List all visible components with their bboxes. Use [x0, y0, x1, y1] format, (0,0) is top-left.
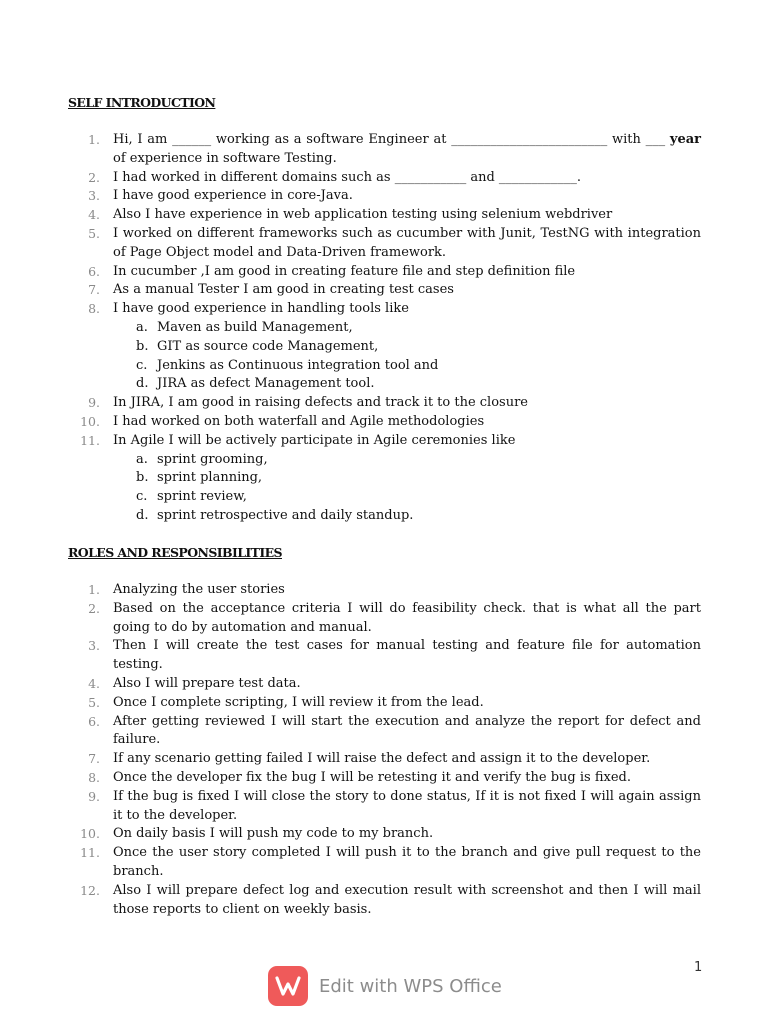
list-item [0, 281, 768, 300]
sub-list-item [113, 507, 701, 526]
wps-logo-icon [268, 966, 308, 1006]
section-heading-self-introduction: SELF INTRODUCTION [68, 95, 216, 110]
list-item-text: In cucumber ,I am good in creating feature file and step definition file [113, 263, 576, 279]
list-item-number: 6. [88, 263, 100, 279]
list-item-text: Analyzing the user stories [113, 582, 285, 597]
list-item [0, 769, 768, 788]
self-introduction-list [0, 131, 768, 526]
list-item-number: 12. [80, 882, 100, 898]
list-item-text-continued: of experience in software Testing. [113, 150, 337, 166]
list-item [0, 131, 768, 169]
sub-list-item-letter: b. [136, 338, 149, 354]
sub-list-item-letter: a. [136, 451, 148, 467]
list-item [0, 169, 768, 188]
sub-list-item-text: sprint grooming, [157, 451, 268, 467]
sub-list-item [113, 319, 701, 338]
list-item-number: 9. [88, 395, 100, 411]
list-item [0, 187, 768, 206]
sub-list-item-text: sprint planning, [157, 470, 263, 486]
sub-list-item [113, 357, 701, 376]
list-item [0, 394, 768, 413]
sub-list-item-text: sprint review, [157, 489, 247, 505]
list-item [0, 844, 768, 882]
list-item [0, 694, 768, 713]
list-item-number: 11. [80, 432, 100, 448]
list-item [0, 263, 768, 282]
sub-list-item [113, 375, 701, 394]
list-item [0, 300, 768, 394]
sub-list-item [113, 469, 701, 488]
sub-list-item-letter: b. [136, 470, 149, 486]
list-item-number: 1. [88, 582, 100, 597]
list-item-number: 7. [88, 751, 100, 767]
sub-list-item-text: sprint retrospective and daily standup. [157, 507, 414, 523]
list-item [0, 788, 768, 826]
list-item [0, 432, 768, 526]
list-item-text: Also I have experience in web application testing using selenium webdriver [113, 207, 613, 223]
list-item-number: 2. [88, 600, 100, 616]
list-item-number: 9. [88, 788, 100, 804]
list-item-text: Once I complete scripting, I will review it from the lead. [113, 694, 484, 710]
list-item [0, 600, 768, 638]
list-item-text: In JIRA, I am good in raising defects and track it to the closure [113, 395, 528, 411]
list-item [0, 637, 768, 675]
list-item-number: 5. [88, 225, 100, 241]
list-item [0, 713, 768, 751]
list-item-text: Once the user story completed I will push it to the branch and give pull request to the branch. [113, 845, 701, 879]
list-item-text: If any scenario getting failed I will raise the defect and assign it to the developer. [113, 751, 651, 767]
list-item-number: 11. [80, 845, 100, 861]
wps-edit-label: Edit with WPS Office [319, 975, 502, 997]
list-item-number: 5. [88, 694, 100, 710]
list-item-number: 1. [88, 132, 100, 147]
list-item-text: I had worked in different domains such as ___________ and ____________. [113, 169, 582, 185]
sub-list-item [113, 451, 701, 470]
list-item-text: I worked on different frameworks such as cucumber with Junit, TestNG with integration of Page Object model and Data-Driven framework. [113, 225, 701, 260]
sub-list-item-text: Maven as build Management, [157, 319, 353, 335]
sub-list-item-letter: c. [136, 357, 148, 373]
list-item-text: I have good experience in handling tools like [113, 301, 409, 317]
list-item-bold-text: year [669, 132, 701, 147]
list-item-text: Also I will prepare test data. [113, 675, 301, 691]
list-item-text: I have good experience in core-Java. [113, 188, 353, 204]
list-item-text: Then I will create the test cases for manual testing and feature file for automation testing. [113, 638, 701, 673]
list-item-text: I had worked on both waterfall and Agile methodologies [113, 413, 485, 429]
list-item [0, 825, 768, 844]
list-item-number: 3. [88, 638, 100, 654]
list-item-number: 10. [80, 826, 100, 842]
list-item [0, 882, 768, 920]
sub-list-item-letter: d. [136, 376, 149, 392]
list-item-number: 6. [88, 713, 100, 729]
sub-list-item [113, 338, 701, 357]
list-item-number: 3. [88, 188, 100, 204]
section-heading-roles: ROLES AND RESPONSIBILITIES [68, 545, 282, 560]
list-item-number: 10. [80, 413, 100, 429]
sub-list-item-letter: a. [136, 319, 148, 335]
list-item-number: 8. [88, 769, 100, 785]
list-item [0, 750, 768, 769]
list-item-text: If the bug is fixed I will close the story to done status, If it is not fixed I will again assign it to the developer. [113, 788, 701, 823]
sub-list-item-text: Jenkins as Continuous integration tool and [157, 357, 439, 373]
sub-list [113, 319, 701, 394]
list-item [0, 206, 768, 225]
list-item-number: 8. [88, 301, 100, 317]
list-item-text: On daily basis I will push my code to my branch. [113, 826, 434, 842]
sub-list-item [113, 488, 701, 507]
list-item-text: Hi, I am ______ working as a software Engineer at ________________________ with ___ [113, 132, 670, 147]
list-item-text: After getting reviewed I will start the execution and analyze the report for defect and failure. [113, 713, 701, 748]
list-item-text: Once the developer fix the bug I will be retesting it and verify the bug is fixed. [113, 769, 631, 785]
sub-list [113, 451, 701, 526]
page-number: 1 [694, 960, 703, 975]
sub-list-item-letter: d. [136, 507, 149, 523]
roles-list [0, 581, 768, 919]
sub-list-item-text: JIRA as defect Management tool. [157, 376, 375, 392]
list-item [0, 675, 768, 694]
sub-list-item-text: GIT as source code Management, [157, 338, 379, 354]
list-item [0, 225, 768, 263]
list-item-number: 7. [88, 282, 100, 298]
list-item-text: Based on the acceptance criteria I will do feasibility check. that is what all the part going to do by automation and manual. [113, 600, 701, 635]
list-item-text: As a manual Tester I am good in creating test cases [113, 282, 454, 298]
list-item [0, 581, 768, 600]
list-item-number: 4. [88, 675, 100, 691]
list-item-text: In Agile I will be actively participate in Agile ceremonies like [113, 432, 516, 448]
list-item-number: 2. [88, 169, 100, 185]
wps-edit-banner[interactable] [268, 965, 502, 1007]
sub-list-item-letter: c. [136, 489, 148, 505]
list-item-number: 4. [88, 207, 100, 223]
list-item [0, 413, 768, 432]
list-item-text: Also I will prepare defect log and execution result with screenshot and then I will mail those reports to client on weekly basis. [113, 882, 701, 917]
